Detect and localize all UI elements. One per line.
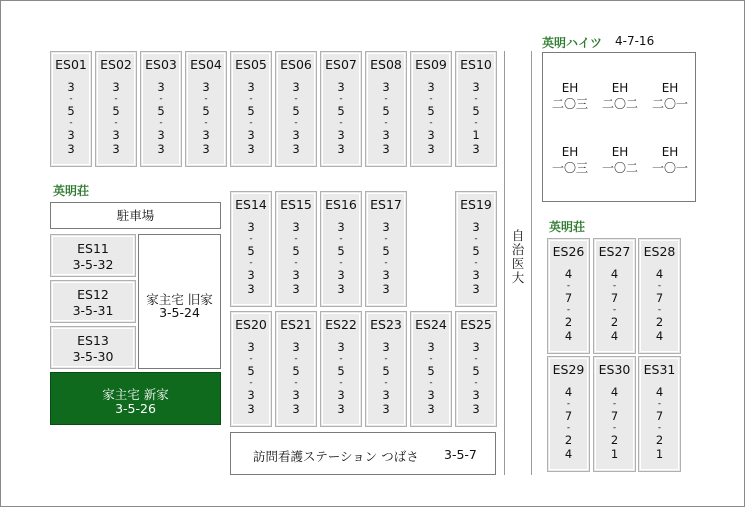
eh-unit[interactable] [645,81,695,112]
plot-address [276,80,316,156]
address-char: - [69,118,73,128]
address-char: 3 [292,268,300,282]
plot-es09[interactable] [410,51,452,167]
address-char: 4 [564,447,573,461]
plot-es15[interactable] [275,191,317,307]
address-char: - [657,281,662,291]
address-char: 7 [610,409,619,423]
address-char: - [566,399,571,409]
address-char: - [249,234,253,244]
address-char: 5 [157,104,165,118]
address-char: 3 [247,142,255,156]
address-char: 3 [337,128,345,142]
address-char: 4 [655,385,664,399]
address-char: 3 [247,128,255,142]
address-char: 3 [247,268,255,282]
address-char: 3 [472,220,480,234]
address-char: - [384,378,388,388]
plot-address [639,267,680,343]
plot-es05[interactable] [230,51,272,167]
eh-unit-code: 二〇一 [651,97,688,111]
plot-address [366,340,406,416]
address-char: 3 [247,402,255,416]
address-char: 4 [610,385,619,399]
address-char: 3 [427,128,435,142]
address-char: - [474,258,478,268]
address-char: 4 [655,329,664,343]
address-char: - [294,258,298,268]
eh-unit[interactable] [595,81,645,112]
plot-address [366,220,406,296]
address-char: 3 [382,388,390,402]
address-char: - [657,305,662,315]
address-char: - [249,354,253,364]
address-char: 3 [382,402,390,416]
plot-id: ES12 [77,287,109,302]
address-char: - [384,354,388,364]
eh-unit-code: 二〇三 [551,97,588,111]
address-char: 3 [247,388,255,402]
plot-es26[interactable] [547,238,590,354]
address-char: 3 [67,142,75,156]
address-char: - [657,399,662,409]
address-char: - [339,234,343,244]
eh-unit-code: 一〇三 [551,161,588,175]
address-char: 7 [564,409,573,423]
plot-es10[interactable] [455,51,497,167]
visiting-nurse-station[interactable] [230,432,496,475]
plot-es27[interactable] [593,238,636,354]
plot-id: ES20 [235,317,267,332]
address-char: 2 [610,315,619,329]
address-char: 5 [247,104,255,118]
plot-id: ES29 [552,362,585,377]
address-char: 3 [247,80,255,94]
address-char: 2 [564,315,573,329]
plot-id: ES10 [460,57,492,72]
plot-id: ES15 [280,197,312,212]
jichi-char: 治 [511,242,525,257]
plot-address [51,80,91,156]
address-char: 5 [247,244,255,258]
owner-new-house[interactable] [50,372,221,425]
old-house-address: 3-5-24 [159,305,200,320]
address-char: 3 [472,282,480,296]
plot-address [276,220,316,296]
plot-address [321,220,361,296]
plot-id: ES23 [370,317,402,332]
address-char: 7 [655,291,664,305]
address-char: 3 [337,268,345,282]
address-char: 3 [292,128,300,142]
address-char: 3 [292,388,300,402]
plot-es01[interactable] [50,51,92,167]
address-char: 3 [247,220,255,234]
address-char: 3 [472,388,480,402]
address-char: - [566,423,571,433]
address-char: 3 [472,340,480,354]
plot-address [456,340,496,416]
address-char: 3 [202,142,210,156]
address-char: 2 [655,433,664,447]
address-char: 5 [472,364,480,378]
eh-unit-name: EH [611,145,629,159]
station-address: 3-5-7 [444,447,477,462]
plot-address [321,80,361,156]
address-char: 5 [292,364,300,378]
plot-id: ES07 [325,57,357,72]
new-house-address: 3-5-26 [115,401,156,416]
plot-es04[interactable] [185,51,227,167]
plot-es22[interactable] [320,311,362,427]
plot-address [456,220,496,296]
address-char: - [384,234,388,244]
address-char: - [339,118,343,128]
jichi-char: 大 [511,270,525,285]
address-char: 3 [382,340,390,354]
address-char: 3 [382,220,390,234]
address-char: 5 [292,244,300,258]
address-char: - [429,118,433,128]
address-char: - [429,378,433,388]
plot-id: ES03 [145,57,177,72]
address-char: 5 [472,104,480,118]
plot-id: ES16 [325,197,357,212]
address-char: - [114,94,118,104]
plot-address [186,80,226,156]
address-char: 5 [202,104,210,118]
address-char: - [474,378,478,388]
address-char: 3 [337,402,345,416]
address-char: - [474,94,478,104]
address-char: - [159,94,163,104]
address-char: 4 [610,329,619,343]
plot-es06[interactable] [275,51,317,167]
address-char: 3 [337,220,345,234]
address-char: 3 [157,80,165,94]
eh-unit-name: EH [561,81,579,95]
address-char: - [612,423,617,433]
address-char: - [159,118,163,128]
jichi-char: 医 [511,256,525,271]
eh-unit-name: EH [611,81,629,95]
address-char: 1 [655,447,664,461]
plot-id: ES04 [190,57,222,72]
address-char: 4 [564,329,573,343]
address-char: 7 [564,291,573,305]
plot-id: ES30 [598,362,631,377]
address-char: - [249,378,253,388]
address-char: 5 [382,244,390,258]
address-char: 5 [382,104,390,118]
address-char: 3 [472,268,480,282]
parking-lot[interactable]: 駐車場 [50,202,221,229]
address-char: - [612,281,617,291]
address-char: - [474,234,478,244]
plot-id: ES06 [280,57,312,72]
plot-address [411,80,451,156]
address-char: 3 [202,128,210,142]
address-char: 3 [427,388,435,402]
address-char: - [657,423,662,433]
address-char: 5 [427,104,435,118]
road-line-right [531,51,532,475]
address-char: 3 [427,80,435,94]
address-char: - [429,94,433,104]
address-char: - [204,118,208,128]
address-char: - [384,118,388,128]
plot-id: ES09 [415,57,447,72]
address-char: 3 [427,142,435,156]
plot-es28[interactable] [638,238,681,354]
address-char: - [114,118,118,128]
road-line-left [504,51,505,475]
eh-unit-name: EH [561,145,579,159]
eimei-so-right-label: 英明荘 [549,220,586,234]
address-char: 3 [472,80,480,94]
address-char: - [294,354,298,364]
plot-address [366,80,406,156]
plot-id: ES28 [643,244,676,259]
station-name: 訪問看護ステーション つばさ [253,449,419,464]
address-char: - [249,118,253,128]
address-char: 5 [112,104,120,118]
eimei-heights-label: 英明ハイツ [542,36,603,50]
plot-address [276,340,316,416]
plot-id: ES24 [415,317,447,332]
address-char: 3 [337,80,345,94]
address-char: 5 [292,104,300,118]
plot-address [321,340,361,416]
address-char: 3 [202,80,210,94]
plot-es24[interactable] [410,311,452,427]
owner-old-house[interactable] [138,234,221,369]
plot-address [231,80,271,156]
address-char: - [566,281,571,291]
address-char: 3 [247,282,255,296]
address-char: 2 [655,315,664,329]
address-char: 4 [655,267,664,281]
plot-address [548,385,589,461]
address-char: 5 [337,244,345,258]
address-char: 7 [655,409,664,423]
plot-address [141,80,181,156]
plot-es20[interactable] [230,311,272,427]
address-char: 3 [472,402,480,416]
eh-unit-code: 二〇二 [601,97,638,111]
address-char: 3 [292,142,300,156]
address-char: 3 [337,340,345,354]
address-char: 3 [292,80,300,94]
plot-address: 3-5-31 [72,303,114,318]
plot-es08[interactable] [365,51,407,167]
address-char: - [339,354,343,364]
address-char: - [384,258,388,268]
address-char: 5 [427,364,435,378]
address-char: 3 [112,142,120,156]
plot-address [548,267,589,343]
address-char: 3 [382,128,390,142]
plot-id: ES01 [55,57,87,72]
address-char: - [612,305,617,315]
plot-es14[interactable] [230,191,272,307]
plot-es12[interactable] [50,280,136,323]
plot-id: ES21 [280,317,312,332]
plot-address: 3-5-30 [72,349,114,364]
address-char: 5 [382,364,390,378]
address-char: 5 [472,244,480,258]
address-char: 4 [564,385,573,399]
eh-unit-code: 一〇二 [601,161,638,175]
eh-unit-code: 一〇一 [651,161,688,175]
address-char: 5 [337,364,345,378]
address-char: 2 [564,433,573,447]
plot-address [231,340,271,416]
address-char: 3 [247,340,255,354]
address-char: 3 [112,80,120,94]
plot-es17[interactable] [365,191,407,307]
address-char: 4 [564,267,573,281]
plot-es25[interactable] [455,311,497,427]
plot-es31[interactable] [638,356,681,472]
address-char: 3 [382,282,390,296]
address-char: 2 [610,433,619,447]
plot-es02[interactable] [95,51,137,167]
eh-unit[interactable] [645,145,695,176]
plot-id: ES02 [100,57,132,72]
address-char: 4 [610,267,619,281]
address-char: - [249,94,253,104]
plot-id: ES08 [370,57,402,72]
address-char: - [474,118,478,128]
address-char: 3 [157,128,165,142]
plot-es23[interactable] [365,311,407,427]
address-char: 1 [610,447,619,461]
plot-es07[interactable] [320,51,362,167]
plot-address [411,340,451,416]
plot-es13[interactable] [50,326,136,369]
plot-es21[interactable] [275,311,317,427]
plot-es16[interactable] [320,191,362,307]
plot-id: ES26 [552,244,585,259]
plot-id: ES31 [643,362,676,377]
address-char: 3 [427,340,435,354]
address-char: - [69,94,73,104]
plot-es03[interactable] [140,51,182,167]
address-char: 3 [292,340,300,354]
address-char: - [339,378,343,388]
address-char: - [294,378,298,388]
address-char: 3 [337,388,345,402]
eimei-so-left-label: 英明荘 [53,184,90,198]
new-house-name: 家主宅 新家 [102,387,169,402]
address-char: 3 [382,80,390,94]
address-char: 7 [610,291,619,305]
address-char: - [474,354,478,364]
plot-address [594,385,635,461]
address-char: 3 [337,142,345,156]
address-char: - [294,94,298,104]
address-char: - [612,399,617,409]
address-char: 3 [292,402,300,416]
address-char: - [249,258,253,268]
plot-id: ES27 [598,244,631,259]
address-char: - [339,94,343,104]
plot-id: ES19 [460,197,492,212]
plot-id: ES14 [235,197,267,212]
plot-address [96,80,136,156]
address-char: 3 [472,142,480,156]
plot-es29[interactable] [547,356,590,472]
jichi-idai-label [511,229,525,285]
jichi-char: 自 [511,228,525,243]
eh-unit-name: EH [661,145,679,159]
plot-id: ES11 [77,241,109,256]
address-char: 3 [337,282,345,296]
plot-address [456,80,496,156]
address-char: 3 [382,142,390,156]
address-char: - [339,258,343,268]
eh-unit[interactable] [545,81,595,112]
plot-address: 3-5-32 [72,257,114,272]
plot-es11[interactable] [50,234,136,277]
address-char: 5 [337,104,345,118]
address-char: 5 [67,104,75,118]
plot-id: ES05 [235,57,267,72]
plot-address [231,220,271,296]
plot-id: ES13 [77,333,109,348]
address-char: - [294,234,298,244]
plot-id: ES25 [460,317,492,332]
plot-address [594,267,635,343]
eh-unit[interactable] [595,145,645,176]
plot-address [639,385,680,461]
address-char: 3 [67,80,75,94]
address-char: 3 [292,282,300,296]
eimei-heights-address: 4-7-16 [615,34,655,48]
address-char: - [204,94,208,104]
address-char: - [429,354,433,364]
address-char: - [384,94,388,104]
plot-es30[interactable] [593,356,636,472]
address-char: 3 [112,128,120,142]
address-char: - [294,118,298,128]
address-char: 3 [292,220,300,234]
eimei-heights-building[interactable] [542,52,696,202]
address-char: 3 [382,268,390,282]
address-char: 3 [427,402,435,416]
address-char: 3 [157,142,165,156]
plot-id: ES22 [325,317,357,332]
eh-unit[interactable] [545,145,595,176]
eh-unit-name: EH [661,81,679,95]
address-char: 3 [67,128,75,142]
address-char: 1 [472,128,480,142]
address-char: - [566,305,571,315]
plot-id: ES17 [370,197,402,212]
old-house-name: 家主宅 旧家 [146,292,213,307]
plot-es19[interactable] [455,191,497,307]
address-char: 5 [247,364,255,378]
